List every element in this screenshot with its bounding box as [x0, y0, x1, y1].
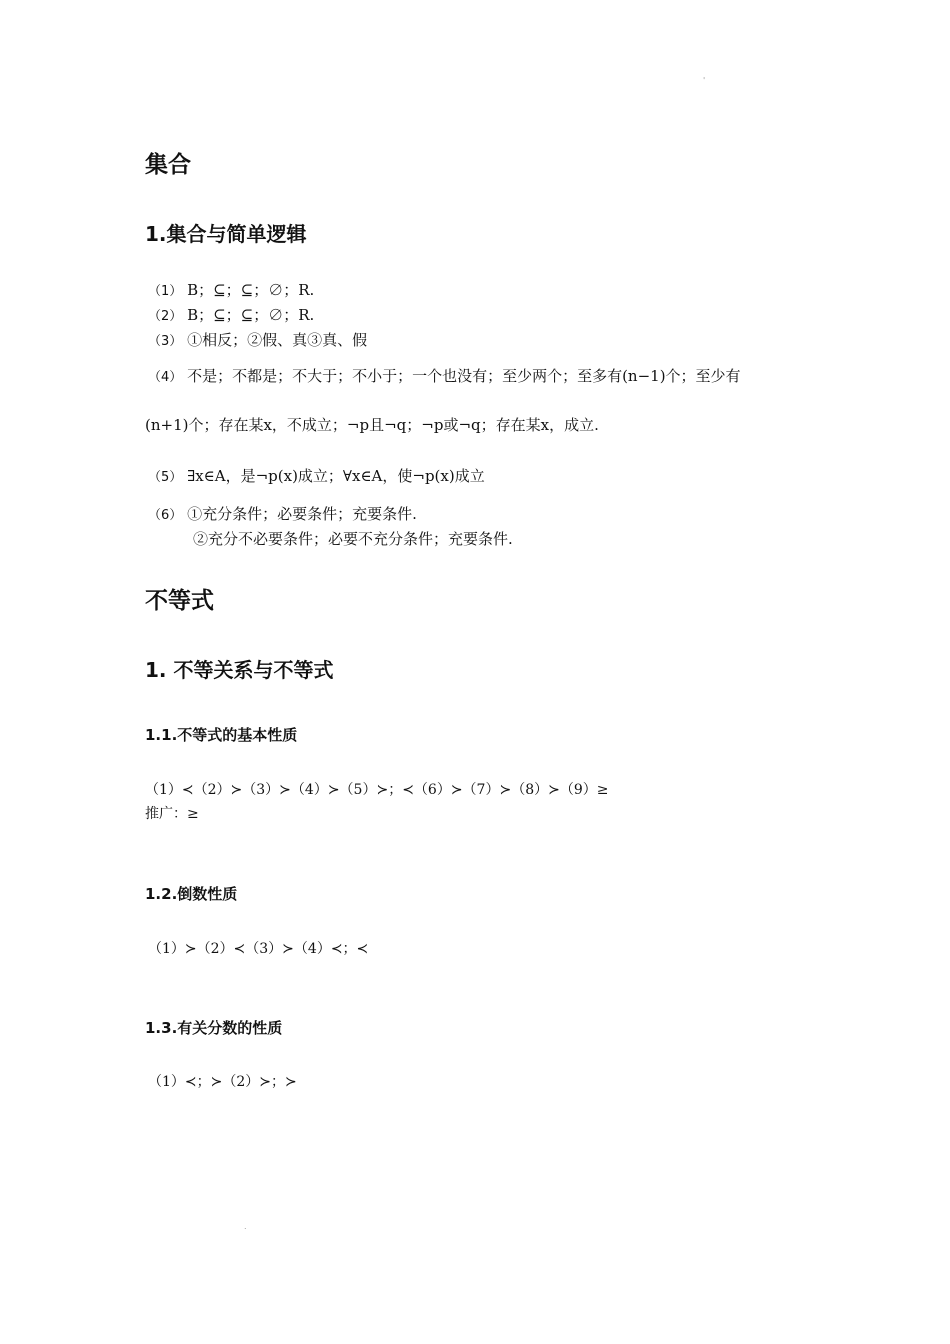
answer-line-1-1a: （1）≺（2）≻（3）≻（4）≻（5）≻；≺（6）≻（7）≻（8）≻（9）≥ — [145, 782, 609, 798]
answer-text: ①相反；②假、真③真、假 — [187, 331, 368, 349]
answer-line-1 — [148, 279, 314, 300]
line-number: （1） — [148, 284, 183, 299]
page-mark-bottom: . — [244, 1222, 247, 1231]
answer-line-5 — [148, 465, 485, 486]
subsection-title-inequality-relations: 1. 不等关系与不等式 — [145, 658, 334, 682]
line-number: （3） — [148, 334, 183, 349]
answer-line-2 — [148, 304, 314, 325]
answer-line-1-2: （1）≻（2）≺（3）≻（4）≺；≺ — [148, 941, 369, 957]
line-number: （5） — [148, 470, 183, 485]
answer-line-3 — [148, 329, 367, 350]
answer-text: ①充分条件；必要条件；充要条件. — [187, 505, 417, 523]
subsection-title-sets-logic: 1.集合与简单逻辑 — [145, 222, 307, 246]
line-number: （4） — [148, 370, 183, 385]
item-title-basic-properties: 1.1.不等式的基本性质 — [145, 726, 298, 744]
answer-text: 不是；不都是；不大于；不小于；一个也没有；至少两个；至多有(n−1)个；至少有 — [187, 367, 741, 385]
answer-line-4a — [148, 365, 741, 386]
section-title-sets: 集合 — [145, 152, 191, 178]
answer-text: ②充分不必要条件；必要不充分条件；充要条件. — [193, 530, 513, 548]
section-title-inequalities: 不等式 — [145, 588, 214, 614]
line-number: （6） — [148, 508, 183, 523]
answer-line-6b — [193, 528, 513, 549]
item-title-reciprocal-properties: 1.2.倒数性质 — [145, 885, 238, 903]
answer-line-1-3: （1）≺；≻（2）≻；≻ — [148, 1074, 297, 1090]
answer-text: (n+1)个；存在某x，不成立；¬p且¬q；¬p或¬q；存在某x，成立. — [145, 416, 599, 434]
item-title-fraction-properties: 1.3.有关分数的性质 — [145, 1019, 283, 1037]
page-mark-top: ' — [703, 76, 706, 85]
answer-text: B；⊆；⊆；∅；R. — [187, 281, 315, 299]
answer-text: B；⊆；⊆；∅；R. — [187, 306, 315, 324]
answer-text: ∃x∈A，是¬p(x)成立；∀x∈A，使¬p(x)成立 — [187, 467, 485, 485]
line-number: （2） — [148, 309, 183, 324]
answer-line-6a — [148, 503, 417, 524]
answer-line-1-1b: 推广：≥ — [145, 806, 199, 822]
answer-line-4b — [145, 414, 599, 435]
